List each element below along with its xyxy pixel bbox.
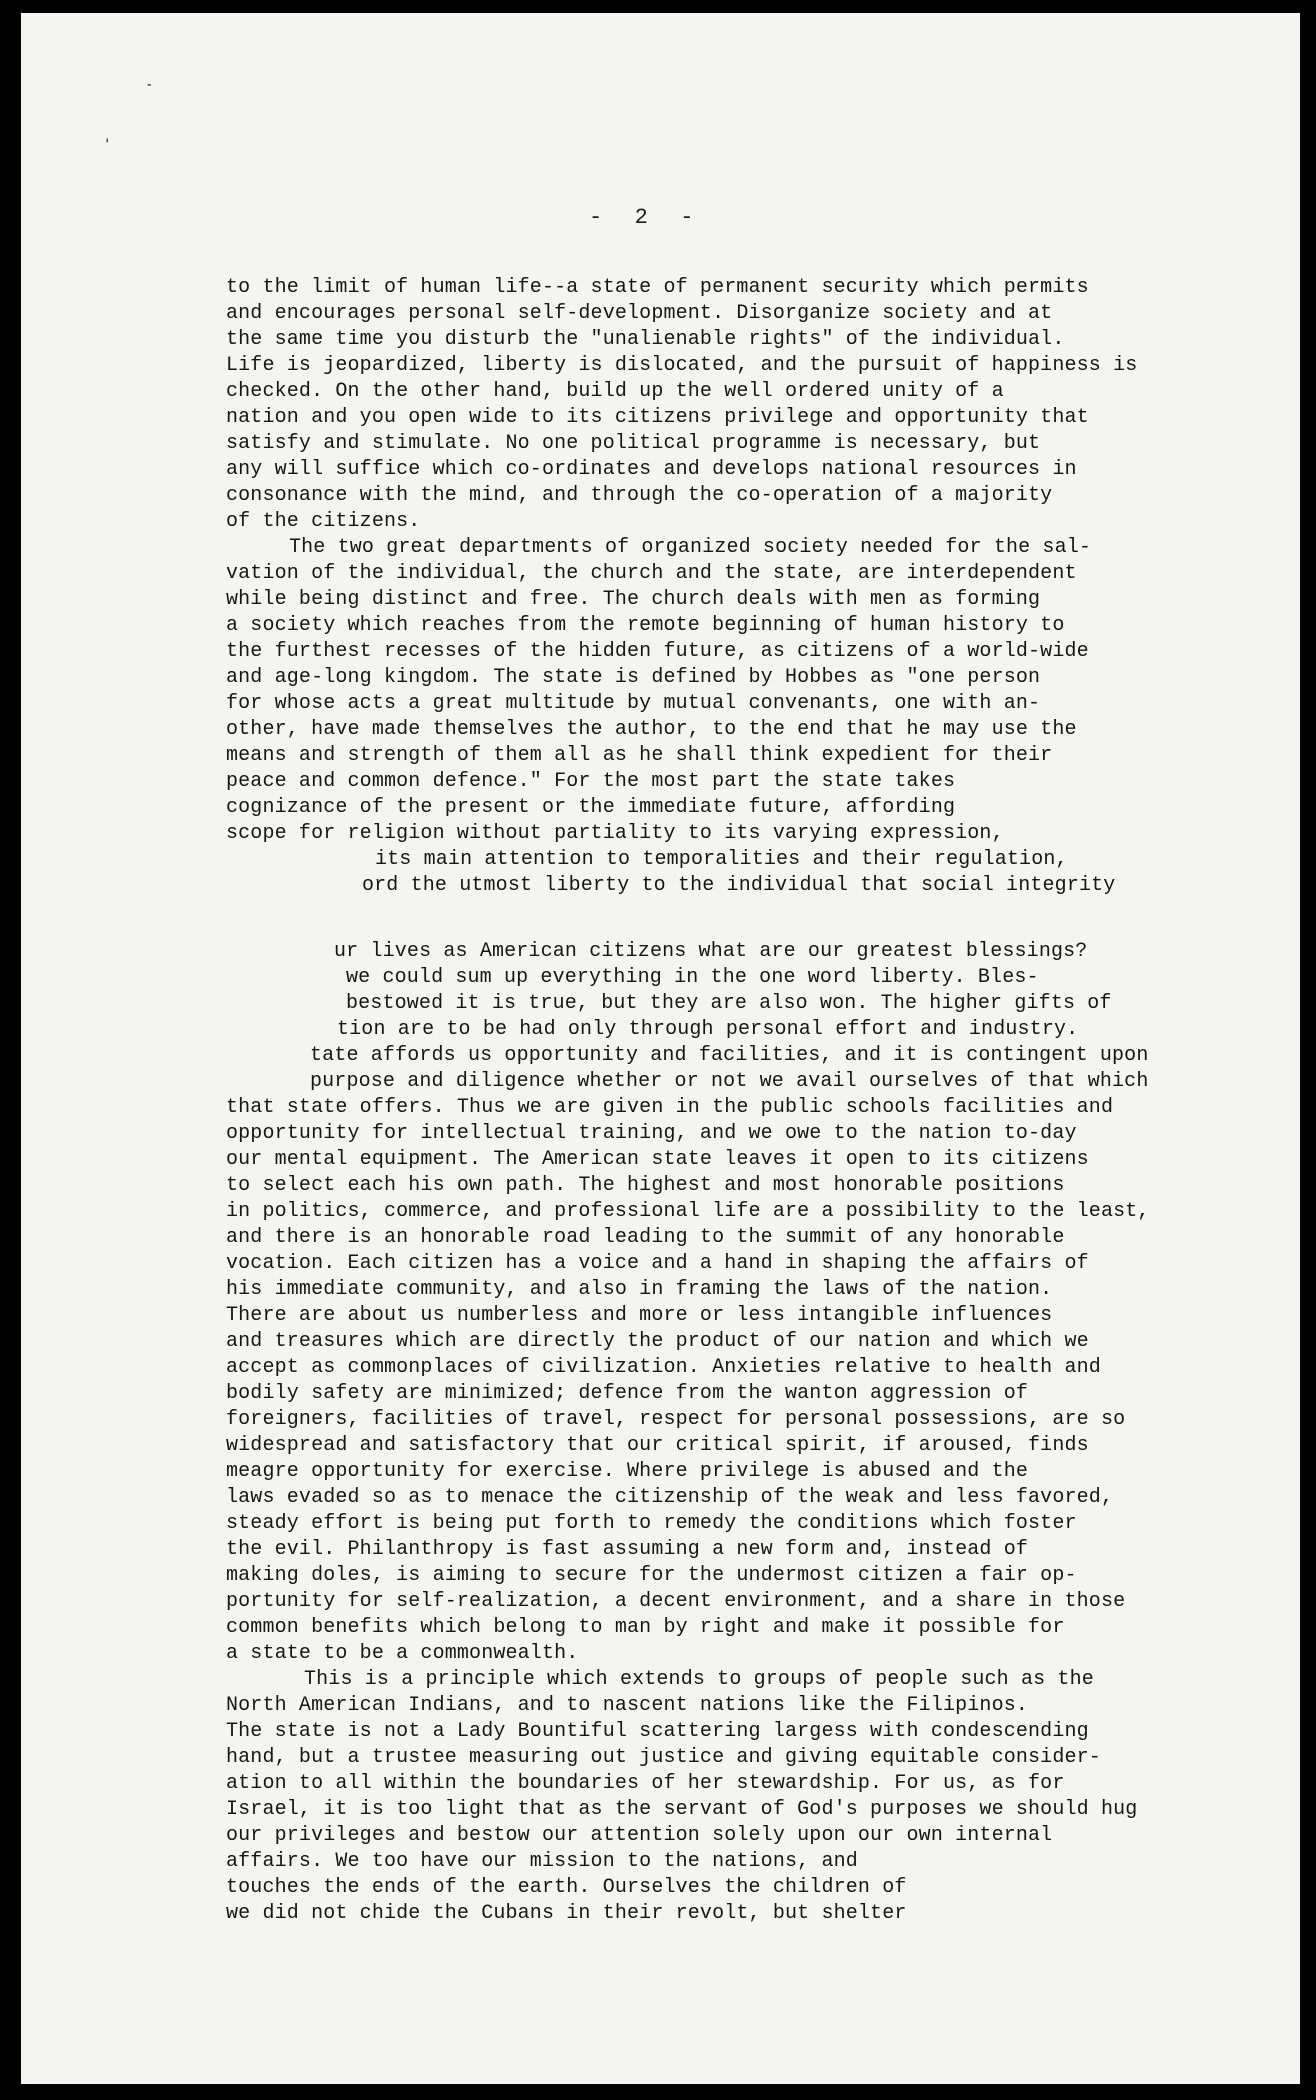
text-line: its main attention to temporalities and their regulation, [375, 848, 1068, 871]
text-line: the evil. Philanthropy is fast assuming a new form and, instead of [226, 1538, 1029, 1561]
text-line: North American Indians, and to nascent nations like the Filipinos. [226, 1694, 1029, 1717]
text-line: of the citizens. [226, 510, 421, 533]
text-line: touches the ends of the earth. Ourselves the children of [226, 1876, 907, 1899]
document-page [21, 13, 1300, 2084]
text-line: peace and common defence." For the most part the state takes [226, 770, 956, 793]
text-line: The two great departments of organized society needed for the sal- [289, 536, 1092, 559]
text-line: checked. On the other hand, build up the well ordered unity of a [226, 380, 1004, 403]
text-line: for whose acts a great multitude by mutual convenants, one with an- [226, 692, 1041, 715]
text-line: consonance with the mind, and through the co-operation of a majority [226, 484, 1053, 507]
text-line: and encourages personal self-development. Disorganize society and at [226, 302, 1053, 325]
text-line: other, have made themselves the author, to the end that he may use the [226, 718, 1077, 741]
text-line: our mental equipment. The American state leaves it open to its citizens [226, 1148, 1089, 1171]
text-line: any will suffice which co-ordinates and develops national resources in [226, 458, 1077, 481]
text-line: satisfy and stimulate. No one political programme is necessary, but [226, 432, 1041, 455]
text-line: the furthest recesses of the hidden future, as citizens of a world-wide [226, 640, 1089, 663]
text-line: portunity for self-realization, a decent environment, and a share in those [226, 1590, 1126, 1613]
text-line: foreigners, facilities of travel, respect for personal possessions, are so [226, 1408, 1126, 1431]
text-line: the same time you disturb the "unalienable rights" of the individual. [226, 328, 1065, 351]
text-line: and age-long kingdom. The state is defined by Hobbes as "one person [226, 666, 1041, 689]
text-line: ur lives as American citizens what are our greatest blessings? [334, 940, 1088, 963]
page-number: - 2 - [589, 205, 696, 230]
text-line: his immediate community, and also in framing the laws of the nation. [226, 1278, 1053, 1301]
text-line: a state to be a commonwealth. [226, 1642, 579, 1665]
text-line: widespread and satisfactory that our critical spirit, if aroused, finds [226, 1434, 1089, 1457]
text-line: affairs. We too have our mission to the nations, and [226, 1850, 858, 1873]
text-line: The state is not a Lady Bountiful scattering largess with condescending [226, 1720, 1089, 1743]
text-line: cognizance of the present or the immediate future, affording [226, 796, 956, 819]
text-line: laws evaded so as to menace the citizenship of the weak and less favored, [226, 1486, 1114, 1509]
text-line: tate affords us opportunity and facilities, and it is contingent upon [310, 1044, 1149, 1067]
text-line: ord the utmost liberty to the individual that social integrity [362, 874, 1116, 897]
text-line: opportunity for intellectual training, and we owe to the nation to-day [226, 1122, 1077, 1145]
text-line: while being distinct and free. The church deals with men as forming [226, 588, 1041, 611]
text-line: means and strength of them all as he shall think expedient for their [226, 744, 1053, 767]
body-text [21, 13, 1300, 2084]
text-line: steady effort is being put forth to remedy the conditions which foster [226, 1512, 1077, 1535]
text-line: meagre opportunity for exercise. Where privilege is abused and the [226, 1460, 1029, 1483]
text-line: Israel, it is too light that as the servant of God's purposes we should hug [226, 1798, 1138, 1821]
text-line: tion are to be had only through personal effort and industry. [337, 1018, 1079, 1041]
text-line: to select each his own path. The highest and most honorable positions [226, 1174, 1065, 1197]
text-line: hand, but a trustee measuring out justice and giving equitable consider- [226, 1746, 1101, 1769]
text-line: common benefits which belong to man by right and make it possible for [226, 1616, 1065, 1639]
text-line: Life is jeopardized, liberty is dislocated, and the pursuit of happiness is [226, 354, 1138, 377]
text-line: bestowed it is true, but they are also won. The higher gifts of [346, 992, 1112, 1015]
text-line: making doles, is aiming to secure for the undermost citizen a fair op- [226, 1564, 1077, 1587]
text-line: nation and you open wide to its citizens privilege and opportunity that [226, 406, 1089, 429]
text-line: This is a principle which extends to groups of people such as the [304, 1668, 1094, 1691]
text-line: we did not chide the Cubans in their revolt, but shelter [226, 1902, 907, 1925]
text-line: to the limit of human life--a state of permanent security which permits [226, 276, 1089, 299]
text-line: vation of the individual, the church and the state, are interdependent [226, 562, 1077, 585]
text-line: accept as commonplaces of civilization. Anxieties relative to health and [226, 1356, 1101, 1379]
text-line: purpose and diligence whether or not we avail ourselves of that which [310, 1070, 1149, 1093]
text-line: in politics, commerce, and professional life are a possibility to the least, [226, 1200, 1150, 1223]
text-line: that state offers. Thus we are given in the public schools facilities and [226, 1096, 1114, 1119]
text-line: and there is an honorable road leading to the summit of any honorable [226, 1226, 1065, 1249]
text-line: bodily safety are minimized; defence from the wanton aggression of [226, 1382, 1029, 1405]
text-line: a society which reaches from the remote beginning of human history to [226, 614, 1065, 637]
text-line: ation to all within the boundaries of her stewardship. For us, as for [226, 1772, 1065, 1795]
text-line: we could sum up everything in the one word liberty. Bles- [346, 966, 1039, 989]
margin-mark: ' [103, 137, 112, 153]
text-line: our privileges and bestow our attention solely upon our own internal [226, 1824, 1053, 1847]
margin-mark: - [145, 77, 154, 93]
text-line: vocation. Each citizen has a voice and a hand in shaping the affairs of [226, 1252, 1089, 1275]
text-line: scope for religion without partiality to its varying expression, [226, 822, 1004, 845]
text-line: There are about us numberless and more or less intangible influences [226, 1304, 1053, 1327]
text-line: and treasures which are directly the product of our nation and which we [226, 1330, 1089, 1353]
